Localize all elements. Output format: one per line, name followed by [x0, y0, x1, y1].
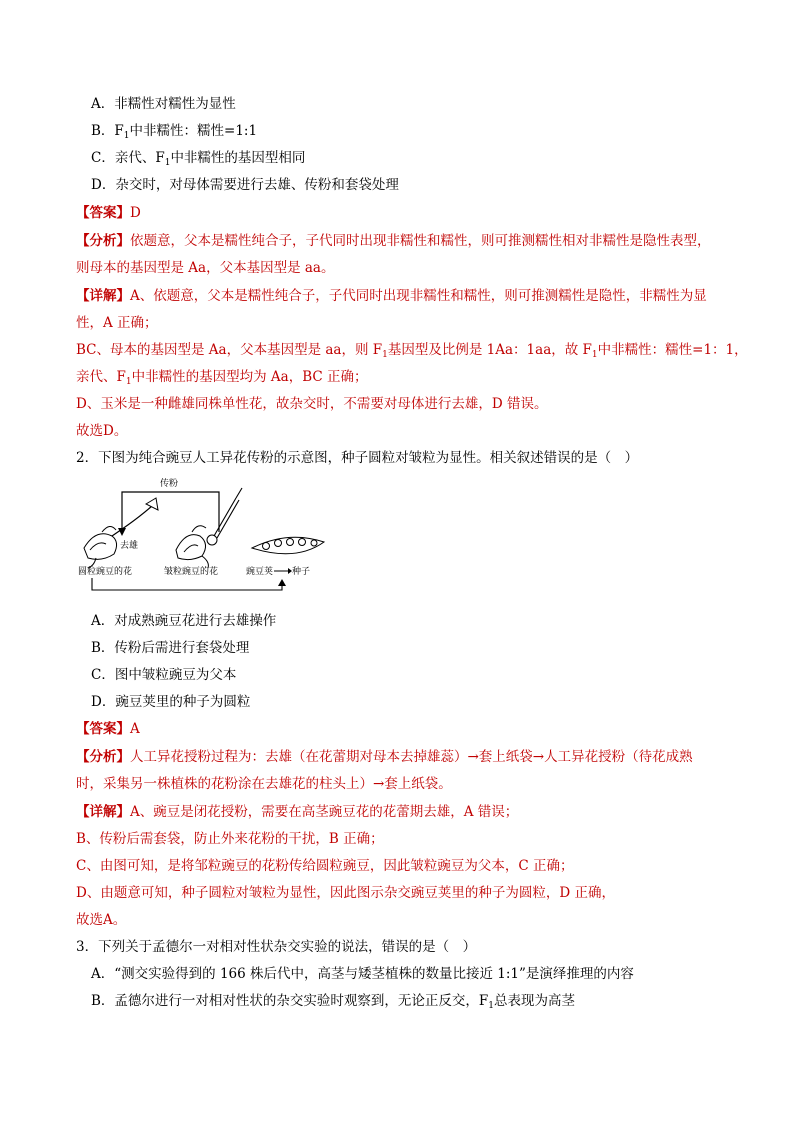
- q2-conclusion: 故选A。: [76, 912, 127, 928]
- q2-detail-line3: C、由图可知，是将邹粒豌豆的花粉传给圆粒豌豆，因此皱粒豌豆为父本，C 正确；: [76, 858, 574, 874]
- seed-arrow: [274, 568, 292, 574]
- q2-stem: 2．下图为纯合豌豆人工异花传粉的示意图，种子圆粒对皱粒为显性。相关叙述错误的是（ ）: [76, 450, 639, 466]
- q1-analysis-line2: 则母本的基因型是 Aa，父本基因型是 aa。: [76, 260, 335, 276]
- development-arrowhead: [278, 579, 286, 586]
- q1-detail-line1: 【详解】A、依题意，父本是糯性纯合子，子代同时出现非糯性和糯性，则可推测糯性是隐性，非糯性为显: [76, 288, 707, 304]
- q1-conclusion: 故选D。: [76, 423, 128, 439]
- label-pea-pod: 豌豆荚: [246, 567, 274, 577]
- label-seed: 种子: [292, 567, 311, 577]
- q1-option-d: D．杂交时，对母体需要进行去雄、传粉和套袋处理: [91, 177, 399, 193]
- q1-detail-line3: BC、母本的基因型是 Aa，父本基因型是 aa，则 $F_1$基因型及比例是 1Aa：1aa，故 $F_1$中非糯性：糯性=1：1，: [76, 342, 748, 360]
- q2-option-a: A．对成熟豌豆花进行去雄操作: [91, 613, 277, 629]
- q1-answer: 【答案】D: [76, 205, 141, 221]
- q2-option-c: C．图中皱粒豌豆为父本: [91, 667, 237, 683]
- q1-option-b: B．$F_1$中非糯性：糯性=1:1: [91, 123, 258, 141]
- development-arrow: [92, 578, 282, 590]
- q3-option-b: B．孟德尔进行一对相对性状的杂交实验时观察到，无论正反交，$F_1$总表现为高茎: [91, 993, 576, 1011]
- q3-option-a: A．“测交实验得到的 166 株后代中，高茎与矮茎植株的数量比接近 1:1”是演绎推理的内容: [91, 966, 634, 982]
- q1-detail-line4: 亲代、$F_1$中非糯性的基因型均为 Aa，BC 正确；: [76, 369, 368, 387]
- q1-analysis-line1: 【分析】依题意，父本是糯性纯合子，子代同时出现非糯性和糯性，则可推测糯性相对非糯性是隐性表型，: [76, 233, 711, 249]
- pea-pod-icon: [252, 537, 324, 554]
- q1-detail-line2: 性，A 正确；: [76, 315, 158, 331]
- tweezers-icon: [214, 488, 242, 538]
- q2-detail-line1: 【详解】A、豌豆是闭花授粉，需要在高茎豌豆花的花蕾期去雄，A 错误；: [76, 804, 519, 820]
- q2-detail-line4: D、由题意可知，种子圆粒对皱粒为显性，因此图示杂交豌豆荚里的种子为圆粒，D 正确，: [76, 885, 615, 901]
- q2-analysis-line2: 时，采集另一株植株的花粉涂在去雄花的柱头上）→套上纸袋。: [76, 776, 452, 792]
- label-round-pea-flower: 圆粒豌豆的花: [78, 567, 133, 577]
- q2-answer: 【答案】A: [76, 721, 140, 737]
- q2-detail-line2: B、传粉后需套袋，防止外来花粉的干扰，B 正确；: [76, 831, 384, 847]
- wrinkled-pea-flower-icon: [176, 526, 217, 568]
- label-emasculation: 去雄: [120, 541, 139, 551]
- q2-option-b: B．传粉后需进行套袋处理: [91, 640, 250, 656]
- q2-option-d: D．豌豆荚里的种子为圆粒: [91, 694, 251, 710]
- q1-detail-line5: D、玉米是一种雌雄同株单性花，故杂交时，不需要对母体进行去雄，D 错误。: [76, 396, 548, 412]
- label-pollination: 传粉: [160, 479, 179, 489]
- pollination-diagram: [76, 470, 332, 596]
- q1-option-a: A．非糯性对糯性为显性: [91, 96, 236, 112]
- q3-stem: 3．下列关于孟德尔一对相对性状杂交实验的说法，错误的是（ ）: [76, 939, 477, 955]
- q2-analysis-line1: 【分析】人工异花授粉过程为：去雄（在花蕾期对母本去掉雄蕊）→套上纸袋→人工异花授粉（待花成熟: [76, 749, 693, 765]
- label-wrinkled-pea-flower: 皱粒豌豆的花: [164, 567, 219, 577]
- q1-option-c: C．亲代、$F_1$中非糯性的基因型相同: [91, 150, 306, 168]
